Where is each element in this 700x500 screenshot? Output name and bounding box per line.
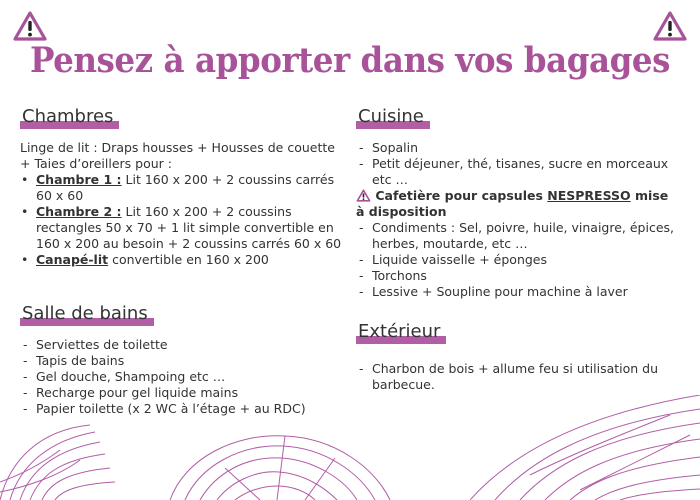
list-item: - Sopalin <box>356 140 681 156</box>
chambres-intro: Linge de lit : Draps housses + Housses de couette + Taies d’oreillers pour : <box>20 140 335 171</box>
decorative-leaf-center <box>165 428 395 500</box>
list-item: - Tapis de bains <box>20 353 350 369</box>
list-item: - Serviettes de toilette <box>20 337 350 353</box>
section-heading-cuisine: Cuisine <box>358 106 424 127</box>
list-item: • Chambre 1 : Lit 160 x 200 + 2 coussins carrés 60 x 60 <box>20 172 345 204</box>
list-item: • Canapé-lit convertible en 160 x 200 <box>20 252 345 268</box>
list-item: - Liquide vaisselle + éponges <box>356 252 681 268</box>
exterieur-section <box>356 361 676 393</box>
warning-icon <box>652 10 688 42</box>
list-item: - Condiments : Sel, poivre, huile, vinaigre, épices, herbes, moutarde, etc … <box>356 220 681 252</box>
decorative-leaf-right <box>470 395 700 500</box>
cuisine-section <box>356 140 681 300</box>
decorative-leaf-left <box>0 420 130 500</box>
warning-icon <box>12 10 48 42</box>
section-heading-chambres: Chambres <box>22 106 114 127</box>
list-item: - Papier toilette (x 2 WC à l’étage + au RDC) <box>20 401 350 417</box>
list-item: - Gel douche, Shampoing etc … <box>20 369 350 385</box>
list-item: - Charbon de bois + allume feu si utilisation du barbecue. <box>356 361 676 393</box>
chambres-section <box>20 140 345 268</box>
salle-de-bains-section <box>20 337 350 417</box>
section-heading-salle-de-bains: Salle de bains <box>22 303 148 324</box>
nespresso-notice: Cafetière pour capsules NESPRESSO mise à disposition <box>356 188 669 219</box>
list-item: - Lessive + Soupline pour machine à laver <box>356 284 681 300</box>
list-item: • Chambre 2 : Lit 160 x 200 + 2 coussins rectangles 50 x 70 + 1 lit simple convertible en 160 x 200 au besoin + 2 coussins carrés 60 x 60 <box>20 204 345 252</box>
section-heading-exterieur: Extérieur <box>358 321 441 342</box>
list-item: - Petit déjeuner, thé, tisanes, sucre en morceaux etc … <box>356 156 681 188</box>
list-item: - Recharge pour gel liquide mains <box>20 385 350 401</box>
list-item: - Torchons <box>356 268 681 284</box>
page-title: Pensez à apporter dans vos bagages <box>29 40 671 81</box>
warning-icon <box>356 189 371 202</box>
